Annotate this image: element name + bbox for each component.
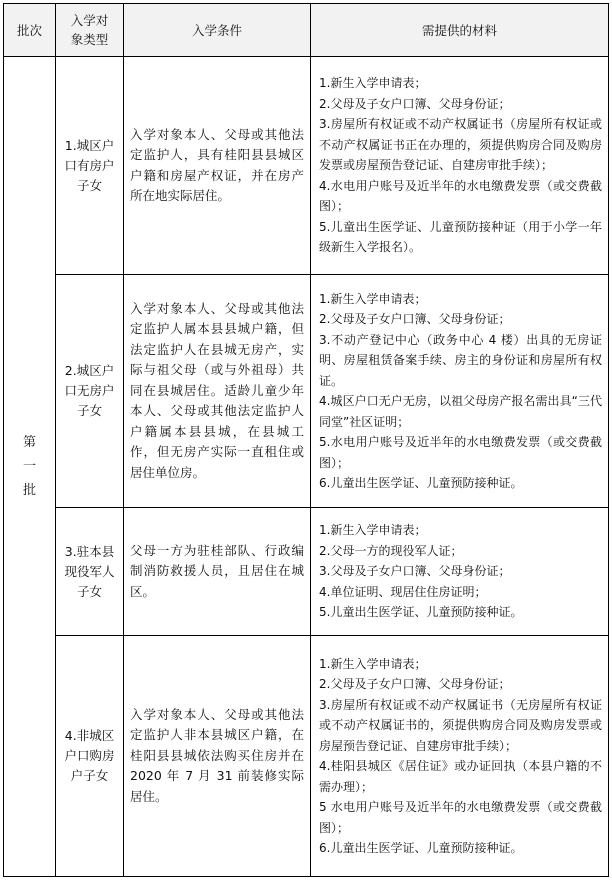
conditions-cell: 入学对象本人、父母或其他法定监护人属本县县城户籍，但法定监护人在县城无房产，实际与祖父母（或与外祖母）共同在县城居住。适龄儿童少年本人、父母或其他法定监护人户籍属本县县城，在县城工作，但无房产实际一直租住或居住单位房。	[124, 275, 311, 508]
material-item: 2.父母一方的现役军人证；	[319, 543, 463, 558]
material-item: 5.儿童出生医学证、儿童预防接种证（用于小学一年级新生入学报名）。	[319, 219, 602, 255]
table-row	[4, 636, 609, 877]
material-item: 1.新生入学申请表；	[319, 656, 427, 671]
header-materials: 需提供的材料	[311, 4, 609, 57]
materials-cell	[311, 275, 609, 508]
admission-table	[3, 3, 609, 877]
header-row	[4, 4, 609, 57]
material-item: 2.父母及子女户口簿、父母身份证；	[319, 96, 511, 111]
header-conditions: 入学条件	[124, 4, 311, 57]
type-cell: 1.城区户口有房户子女	[56, 57, 124, 275]
batch-char: 批	[22, 482, 36, 498]
batch-char: 第	[22, 434, 36, 450]
material-item: 4.单位证明、现居住住房证明；	[319, 584, 487, 599]
material-item: 4.水电用户账号及近半年的水电缴费发票（或交费截图）；	[319, 178, 602, 214]
materials-cell	[311, 636, 609, 877]
material-item: 6.儿童出生医学证、儿童预防接种证。	[319, 841, 523, 855]
material-item: 5.水电用户账号及近半年的水电缴费发票（或交费截图）；	[319, 435, 602, 470]
material-item: 3.不动产登记中心（政务中心 4 楼）出具的无房证明、房屋租赁备案手续、房主的身份证和房屋所有权证。	[319, 332, 602, 388]
conditions-cell: 父母一方为驻桂部队、行政编制消防救援人员，且居住在城区。	[124, 508, 311, 636]
conditions-cell: 入学对象本人、父母或其他法定监护人，具有桂阳县县城区户籍和房屋产权证，并在房产所在地实际居住。	[124, 57, 311, 275]
material-item: 6.儿童出生医学证、儿童预防接种证。	[319, 476, 523, 490]
material-item: 2.父母及子女户口簿、父母身份证；	[319, 677, 511, 691]
table-row	[4, 508, 609, 636]
material-item: 1.新生入学申请表；	[319, 76, 427, 91]
header-batch: 批次	[4, 4, 56, 57]
type-cell: 3.驻本县现役军人子女	[56, 508, 124, 636]
material-item: 5 水电用户账号及近半年的水电缴费发票（或交费截图）；	[319, 800, 602, 835]
material-item: 3.房屋所有权证或不动产权属证书（无房屋所有权证或不动产权属证书的，须提供购房合同及购房发票或房屋预告登记证、自建房审批手续）；	[319, 697, 602, 753]
material-item: 2.父母及子女户口簿、父母身份证；	[319, 312, 511, 326]
table-row	[4, 275, 609, 508]
material-item: 1.新生入学申请表；	[319, 523, 427, 538]
materials-cell	[311, 508, 609, 636]
materials-cell	[311, 57, 609, 275]
batch-cell	[4, 57, 56, 877]
table-row	[4, 57, 609, 275]
material-item: 3.房屋所有权证或不动产权属证书（房屋所有权证或不动产权属证书正在办理的，须提供购房合同及购房发票或房屋预告登记证、自建房审批手续）；	[319, 117, 602, 173]
header-type: 入学对象类型	[56, 4, 124, 57]
conditions-cell: 入学对象本人、父母或其他法定监护人非本县城区户籍，在桂阳县县城依法购买住房并在 2020 年 7 月 31 前装修实际居住。	[124, 636, 311, 877]
material-item: 4.城区户口无户无房，以祖父母房产报名需出具“三代同堂”社区证明；	[319, 394, 602, 429]
batch-char: 一	[22, 458, 36, 474]
material-item: 4.桂阳县城区《居住证》或办证回执（本县户籍的不需办理）；	[319, 759, 602, 794]
material-item: 1.新生入学申请表；	[319, 291, 427, 306]
type-cell: 2.城区户口无房户子女	[56, 275, 124, 508]
material-item: 3.父母及子女户口簿、父母身份证；	[319, 564, 511, 579]
type-cell: 4.非城区户口购房户子女	[56, 636, 124, 877]
material-item: 5.儿童出生医学证、儿童预防接种证。	[319, 605, 523, 620]
